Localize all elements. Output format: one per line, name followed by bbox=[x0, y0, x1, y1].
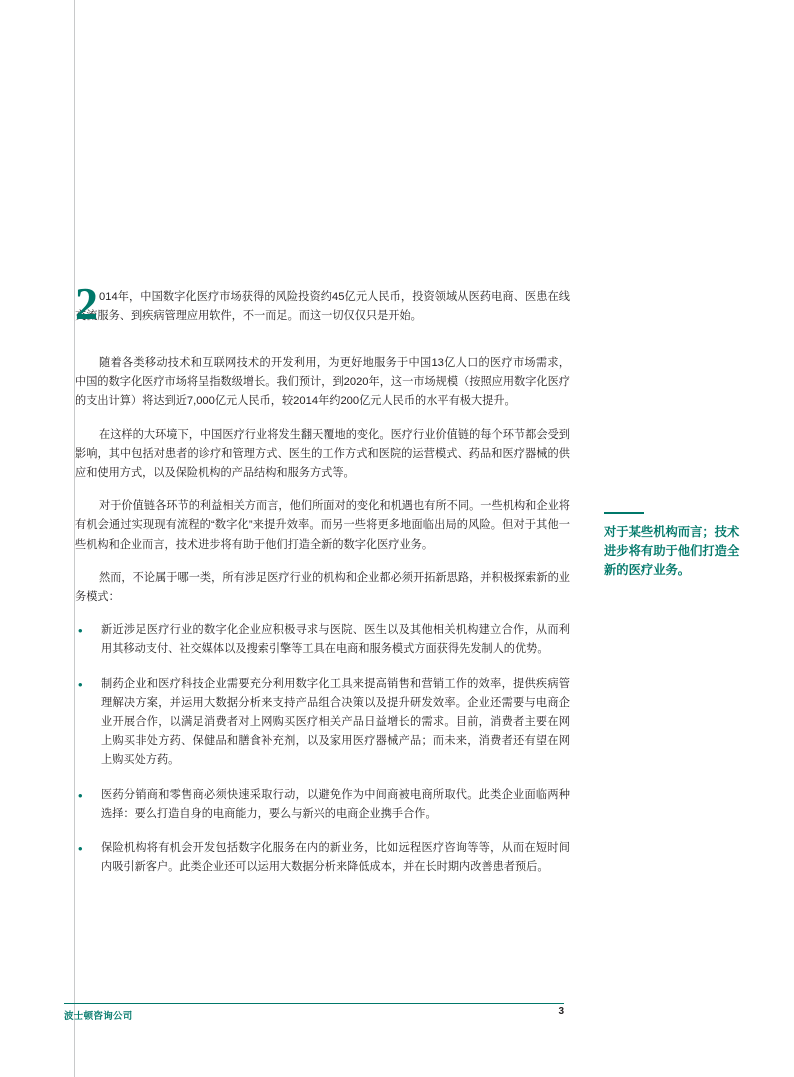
list-item bbox=[75, 786, 570, 824]
list-item-text: 医药分销商和零售商必须快速采取行动，以避免作为中间商被电商所取代。此类企业面临两种选择：要么打造自身的电商能力，要么与新兴的电商企业携手合作。 bbox=[101, 788, 570, 820]
list-item-text: 保险机构将有机会开发包括数字化服务在内的新业务，比如远程医疗咨询等等，从而在短时间内吸引新客户。此类企业还可以运用大数据分析来降低成本，并在长时期内改善患者预后。 bbox=[101, 842, 570, 874]
footer-brand: 波士顿咨询公司 bbox=[64, 1011, 133, 1022]
paragraph-3: 在这样的大环境下，中国医疗行业将发生翻天覆地的变化。医疗行业价值链的每个环节都会受到影响，其中包括对患者的诊疗和管理方式、医生的工作方式和医院的运营模式、药品和医疗器械的供应和使用方式，以及保险机构的产品结构和服务方式等。 bbox=[75, 428, 570, 480]
paragraph-4: 对于价值链各环节的利益相关方而言，他们所面对的变化和机遇也有所不同。一些机构和企业将有机会通过实现现有流程的“数字化”来提升效率。而另一些将更多地面临出局的风险。但对于其他一些机构和企业而言，技术进步将有助于他们打造全新的数字化医疗业务。 bbox=[75, 500, 570, 551]
bullet-dot-icon: • bbox=[78, 623, 83, 639]
opening-paragraph bbox=[75, 278, 570, 340]
pull-quote-text: 对于某些机构而言；技术进步将有助于他们打造全新的医疗业务。 bbox=[604, 525, 740, 577]
footer-divider bbox=[64, 1003, 564, 1004]
list-item-text: 新近涉足医疗行业的数字化企业应积极寻求与医院、医生以及其他相关机构建立合作，从而利用其移动支付、社交媒体以及搜索引擎等工具在电商和服务模式方面获得先发制人的优势。 bbox=[101, 624, 570, 656]
bullet-dot-icon: • bbox=[78, 787, 83, 803]
bullet-list bbox=[75, 621, 570, 877]
list-item bbox=[75, 675, 570, 771]
list-item bbox=[75, 621, 570, 659]
opening-paragraph-text: 014年，中国数字化医疗市场获得的风险投资约45亿元人民币，投资领域从医药电商、医患在线交流服务、到疾病管理应用软件，不一而足。而这一切仅仅只是开始。 bbox=[75, 291, 570, 322]
drop-cap: 2 bbox=[75, 278, 98, 329]
list-item-text: 制药企业和医疗科技企业需要充分利用数字化工具来提高销售和营销工作的效率，提供疾病管理解决方案，并运用大数据分析来支持产品组合决策以及提升研发效率。企业还需要与电商企业开展合作，以满足消费者对上网购买医疗相关产品日益增长的需求。目前，消费者主要在网上购买非处方药、保健品和膳食补充剂，以及家用医疗器械产品；而未来，消费者还有望在网上购买处方药。 bbox=[101, 677, 570, 767]
list-item bbox=[75, 839, 570, 877]
main-text-column bbox=[75, 278, 570, 892]
paragraph-5: 然而，不论属于哪一类，所有涉足医疗行业的机构和企业都必须开拓新思路，并积极探索新的业务模式： bbox=[75, 571, 570, 604]
page-number: 3 bbox=[558, 1006, 564, 1017]
bullet-dot-icon: • bbox=[78, 841, 83, 857]
paragraph-2: 随着各类移动技术和互联网技术的开发利用，为更好地服务于中国13亿人口的医疗市场需求，中国的数字化医疗市场将呈指数级增长。我们预计，到2020年，这一市场规模（按照应用数字化医疗的支出计算）将达到近7,000亿元人民币，较2014年约200亿元人民币的水平有极大提升。 bbox=[75, 357, 570, 408]
pull-quote bbox=[604, 512, 744, 580]
bullet-dot-icon: • bbox=[78, 676, 83, 692]
pull-quote-rule bbox=[604, 512, 644, 514]
